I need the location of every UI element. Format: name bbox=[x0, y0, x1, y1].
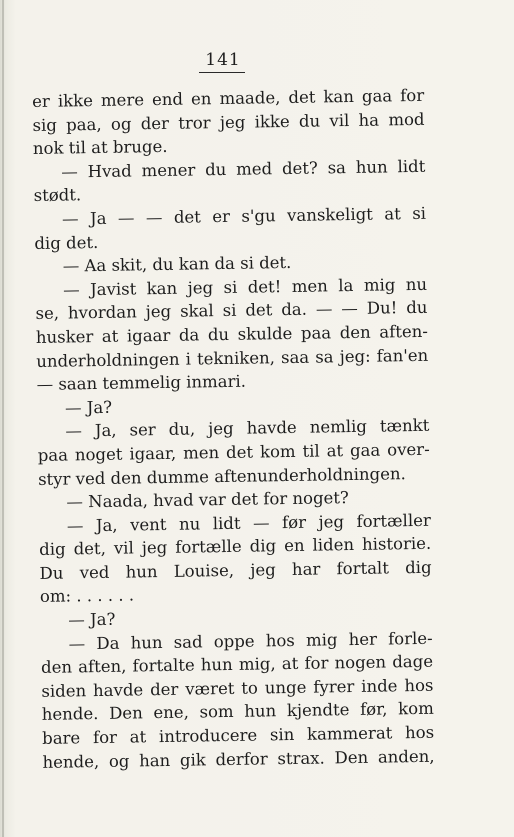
text-line: — Da hun sad oppe hos mig her forle- bbox=[68, 628, 433, 654]
text-line: — Ja, vent nu lidt — før jeg fortæller bbox=[66, 510, 431, 536]
text-line: hende. Den ene, som hun kjendte før, kom bbox=[41, 699, 434, 725]
text-line: bare for at introducere sin kammerat hos bbox=[42, 722, 435, 748]
text-line: — Ja, ser du, jeg havde nemlig tænkt bbox=[65, 416, 430, 441]
text-line: — Ja? bbox=[68, 609, 116, 630]
text-line: — Hvad mener du med det? sa hun lidt bbox=[61, 156, 426, 182]
text-line: siden havde der været to unge fyrer inde hos bbox=[41, 675, 434, 701]
text-line: — Ja — — det er s'gu vanskeligt at si bbox=[61, 203, 427, 229]
text-line: — Ja? bbox=[64, 397, 113, 418]
text-line: dig det. bbox=[34, 232, 99, 253]
text-line: om: . . . . . . bbox=[39, 585, 135, 607]
text-line: den aften, fortalte hun mig, at for nogen dage bbox=[40, 652, 434, 678]
text-line: husker at igaar da du skulde paa den aften- bbox=[35, 321, 428, 347]
text-line: hende, og han gik derfor strax. Den anden, bbox=[42, 746, 435, 772]
text-line: nok til at bruge. bbox=[32, 137, 168, 159]
page-spine-edge bbox=[2, 0, 4, 837]
page-number: 141 bbox=[205, 50, 241, 70]
body-text bbox=[32, 84, 435, 774]
text-line: paa noget igaar, men det kom til at gaa over- bbox=[37, 439, 430, 465]
text-line: Du ved hun Louise, jeg har fortalt dig bbox=[39, 557, 432, 583]
text-line: styr ved den dumme aftenunderholdningen. bbox=[37, 463, 406, 489]
text-line: — Naada, hvad var det for noget? bbox=[66, 488, 349, 512]
text-line: dig det, vil jeg fortælle dig en liden historie. bbox=[39, 534, 432, 560]
text-line: underholdningen i tekniken, saa sa jeg: fan'en bbox=[36, 345, 429, 371]
text-line: — Javist kan jeg si det! men la mig nu bbox=[62, 274, 428, 300]
text-line: er ikke mere end en maade, det kan gaa for bbox=[32, 85, 425, 111]
text-line: stødt. bbox=[33, 185, 82, 206]
text-line: sig paa, og der tror jeg ikke du vil ha mod bbox=[32, 109, 425, 135]
text-line: — saan temmelig inmari. bbox=[36, 371, 247, 395]
header-rule bbox=[199, 72, 245, 73]
text-line: — Aa skit, du kan da si det. bbox=[62, 253, 292, 276]
text-line: se, hvordan jeg skal si det da. — — Du! du bbox=[35, 298, 428, 324]
